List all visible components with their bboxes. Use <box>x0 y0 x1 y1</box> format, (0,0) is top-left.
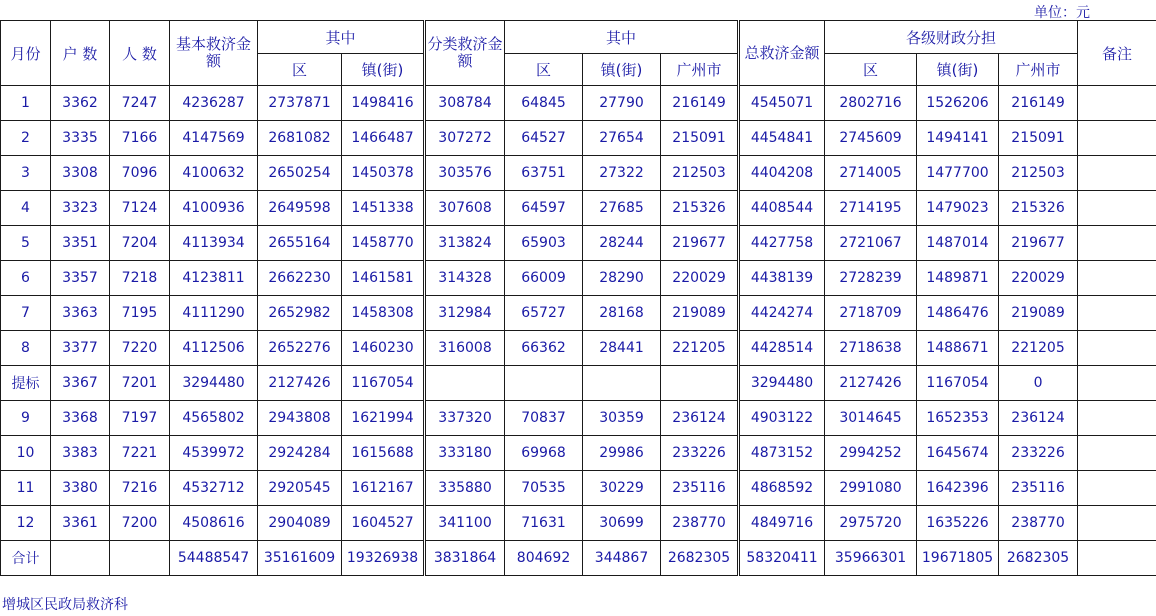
cell-finance-guangzhou: 215326 <box>999 191 1078 226</box>
cell-total-relief: 58320411 <box>739 541 825 576</box>
cell-persons: 7247 <box>110 86 170 121</box>
cell-finance-guangzhou: 216149 <box>999 86 1078 121</box>
cell-category-district <box>505 366 583 401</box>
cell-persons: 7218 <box>110 261 170 296</box>
cell-households: 3361 <box>51 506 110 541</box>
cell-persons: 7166 <box>110 121 170 156</box>
cell-remarks <box>1078 156 1156 191</box>
cell-basic-relief: 4565802 <box>170 401 258 436</box>
cell-finance-town: 1167054 <box>917 366 999 401</box>
cell-remarks <box>1078 506 1156 541</box>
cell-finance-town: 1652353 <box>917 401 999 436</box>
cell-households: 3383 <box>51 436 110 471</box>
table-row <box>1 226 1156 261</box>
cell-category-relief: 313824 <box>425 226 505 261</box>
cell-persons: 7201 <box>110 366 170 401</box>
cell-finance-district: 2127426 <box>825 366 917 401</box>
cell-category-district: 804692 <box>505 541 583 576</box>
header-basic-relief: 基本救济金额 <box>170 21 258 86</box>
cell-category-guangzhou: 215091 <box>661 121 739 156</box>
cell-finance-town: 1488671 <box>917 331 999 366</box>
cell-total-relief: 4849716 <box>739 506 825 541</box>
cell-persons <box>110 541 170 576</box>
header-guangzhou: 广州市 <box>661 54 739 86</box>
cell-basic-relief: 4100632 <box>170 156 258 191</box>
cell-basic-district: 2127426 <box>258 366 342 401</box>
cell-finance-town: 1494141 <box>917 121 999 156</box>
cell-category-relief: 341100 <box>425 506 505 541</box>
cell-households: 3357 <box>51 261 110 296</box>
table-row <box>1 366 1156 401</box>
cell-category-relief: 308784 <box>425 86 505 121</box>
table-row <box>1 471 1156 506</box>
cell-category-town: 30359 <box>583 401 661 436</box>
cell-category-relief: 335880 <box>425 471 505 506</box>
cell-month: 11 <box>1 471 51 506</box>
cell-finance-district: 2721067 <box>825 226 917 261</box>
cell-basic-relief: 4111290 <box>170 296 258 331</box>
cell-households: 3323 <box>51 191 110 226</box>
cell-category-guangzhou: 238770 <box>661 506 739 541</box>
cell-remarks <box>1078 261 1156 296</box>
cell-basic-district: 2650254 <box>258 156 342 191</box>
cell-households: 3367 <box>51 366 110 401</box>
cell-persons: 7124 <box>110 191 170 226</box>
header-finance-share: 各级财政分担 <box>825 21 1078 54</box>
cell-finance-guangzhou: 238770 <box>999 506 1078 541</box>
cell-total-relief: 4408544 <box>739 191 825 226</box>
header-town-2: 镇(街) <box>583 54 661 86</box>
cell-month: 1 <box>1 86 51 121</box>
cell-basic-district: 2737871 <box>258 86 342 121</box>
cell-finance-guangzhou: 236124 <box>999 401 1078 436</box>
cell-category-relief: 316008 <box>425 331 505 366</box>
header-district-3: 区 <box>825 54 917 86</box>
cell-basic-town: 1461581 <box>342 261 425 296</box>
cell-finance-town: 1489871 <box>917 261 999 296</box>
unit-label: 单位：元 <box>1034 5 1090 21</box>
cell-category-relief: 333180 <box>425 436 505 471</box>
cell-persons: 7197 <box>110 401 170 436</box>
cell-total-relief: 4424274 <box>739 296 825 331</box>
cell-persons: 7221 <box>110 436 170 471</box>
cell-households: 3363 <box>51 296 110 331</box>
cell-finance-district: 2718638 <box>825 331 917 366</box>
cell-remarks <box>1078 226 1156 261</box>
cell-finance-town: 1479023 <box>917 191 999 226</box>
cell-month: 3 <box>1 156 51 191</box>
cell-category-relief: 3831864 <box>425 541 505 576</box>
cell-finance-town: 1635226 <box>917 506 999 541</box>
cell-basic-town: 1621994 <box>342 401 425 436</box>
cell-total-relief: 4903122 <box>739 401 825 436</box>
cell-category-relief <box>425 366 505 401</box>
cell-category-guangzhou: 2682305 <box>661 541 739 576</box>
cell-category-district: 69968 <box>505 436 583 471</box>
cell-households: 3351 <box>51 226 110 261</box>
cell-basic-relief: 4532712 <box>170 471 258 506</box>
table-row <box>1 191 1156 226</box>
cell-persons: 7200 <box>110 506 170 541</box>
cell-finance-town: 1487014 <box>917 226 999 261</box>
cell-category-guangzhou: 220029 <box>661 261 739 296</box>
cell-basic-town: 1604527 <box>342 506 425 541</box>
cell-basic-district: 2681082 <box>258 121 342 156</box>
header-town-3: 镇(街) <box>917 54 999 86</box>
header-category-relief: 分类救济金额 <box>425 21 505 86</box>
cell-finance-district: 2745609 <box>825 121 917 156</box>
cell-finance-town: 1645674 <box>917 436 999 471</box>
cell-finance-district: 2991080 <box>825 471 917 506</box>
cell-finance-district: 35966301 <box>825 541 917 576</box>
cell-basic-town: 1458770 <box>342 226 425 261</box>
cell-category-relief: 312984 <box>425 296 505 331</box>
cell-category-town: 29986 <box>583 436 661 471</box>
cell-remarks <box>1078 191 1156 226</box>
cell-basic-district: 2924284 <box>258 436 342 471</box>
header-guangzhou-2: 广州市 <box>999 54 1078 86</box>
header-town: 镇(街) <box>342 54 425 86</box>
cell-finance-district: 2975720 <box>825 506 917 541</box>
header-of-which-category: 其中 <box>505 21 739 54</box>
cell-remarks <box>1078 541 1156 576</box>
cell-category-guangzhou: 212503 <box>661 156 739 191</box>
header-month: 月份 <box>1 21 51 86</box>
footer-department: 增城区民政局救济科 <box>2 597 128 613</box>
cell-basic-district: 2920545 <box>258 471 342 506</box>
cell-finance-town: 1642396 <box>917 471 999 506</box>
table-row <box>1 296 1156 331</box>
cell-category-district: 66362 <box>505 331 583 366</box>
cell-category-district: 63751 <box>505 156 583 191</box>
cell-finance-district: 2994252 <box>825 436 917 471</box>
cell-category-town: 27685 <box>583 191 661 226</box>
cell-remarks <box>1078 366 1156 401</box>
cell-basic-town: 1498416 <box>342 86 425 121</box>
cell-households: 3308 <box>51 156 110 191</box>
cell-total-relief: 4427758 <box>739 226 825 261</box>
header-remarks: 备注 <box>1078 21 1156 86</box>
cell-remarks <box>1078 86 1156 121</box>
cell-category-town: 28290 <box>583 261 661 296</box>
cell-month: 6 <box>1 261 51 296</box>
cell-finance-guangzhou: 220029 <box>999 261 1078 296</box>
cell-month: 9 <box>1 401 51 436</box>
cell-basic-town: 1466487 <box>342 121 425 156</box>
header-of-which-basic: 其中 <box>258 21 425 54</box>
cell-remarks <box>1078 401 1156 436</box>
cell-finance-district: 3014645 <box>825 401 917 436</box>
table-row <box>1 156 1156 191</box>
cell-basic-relief: 4112506 <box>170 331 258 366</box>
cell-total-relief: 4868592 <box>739 471 825 506</box>
table-row <box>1 331 1156 366</box>
table-row <box>1 121 1156 156</box>
cell-basic-relief: 3294480 <box>170 366 258 401</box>
cell-basic-relief: 4113934 <box>170 226 258 261</box>
cell-category-district: 70535 <box>505 471 583 506</box>
cell-category-guangzhou <box>661 366 739 401</box>
cell-basic-relief: 4100936 <box>170 191 258 226</box>
cell-category-district: 71631 <box>505 506 583 541</box>
cell-month: 合计 <box>1 541 51 576</box>
cell-finance-guangzhou: 221205 <box>999 331 1078 366</box>
table-row <box>1 401 1156 436</box>
header-district: 区 <box>258 54 342 86</box>
cell-category-relief: 307272 <box>425 121 505 156</box>
cell-category-town: 28168 <box>583 296 661 331</box>
cell-basic-relief: 4236287 <box>170 86 258 121</box>
cell-total-relief: 4438139 <box>739 261 825 296</box>
cell-category-guangzhou: 219677 <box>661 226 739 261</box>
cell-total-relief: 4545071 <box>739 86 825 121</box>
cell-basic-town: 1167054 <box>342 366 425 401</box>
cell-finance-town: 1486476 <box>917 296 999 331</box>
cell-finance-guangzhou: 212503 <box>999 156 1078 191</box>
cell-finance-guangzhou: 235116 <box>999 471 1078 506</box>
cell-basic-district: 35161609 <box>258 541 342 576</box>
cell-finance-district: 2714005 <box>825 156 917 191</box>
cell-total-relief: 3294480 <box>739 366 825 401</box>
table-row <box>1 436 1156 471</box>
cell-total-relief: 4873152 <box>739 436 825 471</box>
cell-category-guangzhou: 236124 <box>661 401 739 436</box>
cell-finance-guangzhou: 233226 <box>999 436 1078 471</box>
cell-persons: 7195 <box>110 296 170 331</box>
cell-basic-town: 1615688 <box>342 436 425 471</box>
cell-finance-guangzhou: 219089 <box>999 296 1078 331</box>
cell-month: 5 <box>1 226 51 261</box>
cell-category-town: 28441 <box>583 331 661 366</box>
cell-category-district: 65727 <box>505 296 583 331</box>
cell-households: 3335 <box>51 121 110 156</box>
cell-month: 2 <box>1 121 51 156</box>
cell-category-relief: 307608 <box>425 191 505 226</box>
cell-basic-relief: 54488547 <box>170 541 258 576</box>
cell-households: 3362 <box>51 86 110 121</box>
cell-basic-town: 19326938 <box>342 541 425 576</box>
cell-finance-guangzhou: 219677 <box>999 226 1078 261</box>
cell-finance-guangzhou: 0 <box>999 366 1078 401</box>
table-row <box>1 86 1156 121</box>
cell-total-relief: 4428514 <box>739 331 825 366</box>
cell-remarks <box>1078 436 1156 471</box>
cell-finance-district: 2714195 <box>825 191 917 226</box>
cell-persons: 7204 <box>110 226 170 261</box>
cell-category-town: 27790 <box>583 86 661 121</box>
table-row <box>1 261 1156 296</box>
cell-basic-relief: 4508616 <box>170 506 258 541</box>
cell-finance-guangzhou: 2682305 <box>999 541 1078 576</box>
cell-finance-district: 2728239 <box>825 261 917 296</box>
cell-basic-district: 2943808 <box>258 401 342 436</box>
cell-basic-town: 1458308 <box>342 296 425 331</box>
cell-basic-town: 1450378 <box>342 156 425 191</box>
cell-basic-district: 2649598 <box>258 191 342 226</box>
cell-households <box>51 541 110 576</box>
cell-category-guangzhou: 221205 <box>661 331 739 366</box>
cell-month: 10 <box>1 436 51 471</box>
cell-persons: 7220 <box>110 331 170 366</box>
cell-finance-town: 19671805 <box>917 541 999 576</box>
cell-category-relief: 314328 <box>425 261 505 296</box>
cell-basic-district: 2652982 <box>258 296 342 331</box>
cell-category-guangzhou: 219089 <box>661 296 739 331</box>
header-households: 户 数 <box>51 21 110 86</box>
cell-category-relief: 337320 <box>425 401 505 436</box>
relief-table <box>0 20 1156 576</box>
cell-basic-town: 1460230 <box>342 331 425 366</box>
cell-month: 12 <box>1 506 51 541</box>
cell-month: 提标 <box>1 366 51 401</box>
cell-total-relief: 4404208 <box>739 156 825 191</box>
cell-category-relief: 303576 <box>425 156 505 191</box>
cell-finance-town: 1477700 <box>917 156 999 191</box>
cell-category-guangzhou: 235116 <box>661 471 739 506</box>
cell-remarks <box>1078 296 1156 331</box>
cell-month: 8 <box>1 331 51 366</box>
cell-category-district: 65903 <box>505 226 583 261</box>
cell-total-relief: 4454841 <box>739 121 825 156</box>
cell-basic-town: 1451338 <box>342 191 425 226</box>
header-persons: 人 数 <box>110 21 170 86</box>
cell-households: 3368 <box>51 401 110 436</box>
cell-category-town: 28244 <box>583 226 661 261</box>
cell-category-district: 64527 <box>505 121 583 156</box>
cell-category-town: 27654 <box>583 121 661 156</box>
table-row <box>1 506 1156 541</box>
cell-month: 7 <box>1 296 51 331</box>
cell-category-district: 64845 <box>505 86 583 121</box>
table-row <box>1 541 1156 576</box>
cell-month: 4 <box>1 191 51 226</box>
cell-households: 3380 <box>51 471 110 506</box>
cell-category-town: 30229 <box>583 471 661 506</box>
cell-finance-district: 2718709 <box>825 296 917 331</box>
cell-basic-district: 2662230 <box>258 261 342 296</box>
cell-basic-district: 2652276 <box>258 331 342 366</box>
cell-category-town: 27322 <box>583 156 661 191</box>
cell-basic-town: 1612167 <box>342 471 425 506</box>
header-total-relief: 总救济金额 <box>739 21 825 86</box>
cell-finance-district: 2802716 <box>825 86 917 121</box>
cell-households: 3377 <box>51 331 110 366</box>
cell-category-town <box>583 366 661 401</box>
cell-basic-relief: 4539972 <box>170 436 258 471</box>
cell-category-guangzhou: 233226 <box>661 436 739 471</box>
cell-basic-district: 2904089 <box>258 506 342 541</box>
cell-persons: 7096 <box>110 156 170 191</box>
cell-persons: 7216 <box>110 471 170 506</box>
cell-remarks <box>1078 471 1156 506</box>
cell-category-district: 66009 <box>505 261 583 296</box>
cell-remarks <box>1078 121 1156 156</box>
header-row-1 <box>1 21 1156 54</box>
cell-basic-district: 2655164 <box>258 226 342 261</box>
cell-category-town: 344867 <box>583 541 661 576</box>
cell-category-guangzhou: 215326 <box>661 191 739 226</box>
header-district-2: 区 <box>505 54 583 86</box>
cell-finance-guangzhou: 215091 <box>999 121 1078 156</box>
cell-basic-relief: 4147569 <box>170 121 258 156</box>
cell-finance-town: 1526206 <box>917 86 999 121</box>
cell-category-district: 70837 <box>505 401 583 436</box>
cell-basic-relief: 4123811 <box>170 261 258 296</box>
cell-category-guangzhou: 216149 <box>661 86 739 121</box>
cell-category-town: 30699 <box>583 506 661 541</box>
cell-remarks <box>1078 331 1156 366</box>
cell-category-district: 64597 <box>505 191 583 226</box>
table-body <box>1 86 1156 576</box>
